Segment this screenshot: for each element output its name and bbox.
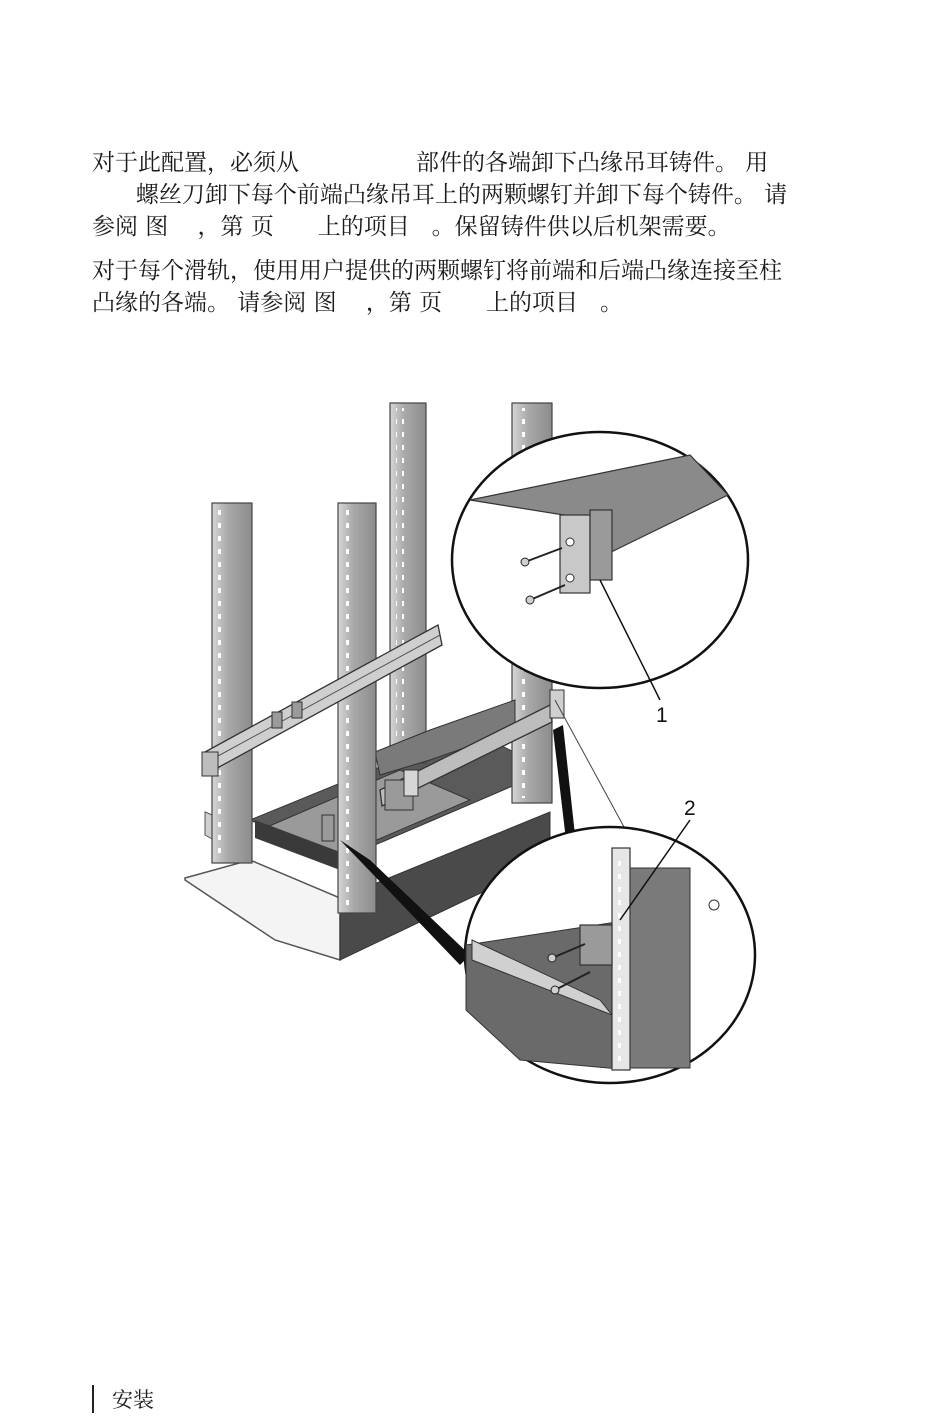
footer-section-title: 安装 bbox=[112, 1388, 154, 1412]
callout-label-1: 1 bbox=[656, 704, 668, 727]
rear-left-post bbox=[390, 403, 426, 763]
front-bracket bbox=[322, 815, 334, 841]
paragraph-1-line-3: 参阅 图 ，第 页 上的项目 。保留铸件供以后机架需要。 bbox=[92, 214, 731, 240]
upper-detail-magnifier bbox=[452, 432, 748, 700]
footer-divider bbox=[92, 1385, 94, 1413]
paragraph-2-line-2: 凸缘的各端。 请参阅 图 ，第 页 上的项目 。 bbox=[92, 290, 623, 316]
paragraph-1-line-1: 对于此配置，必须从 部件的各端卸下凸缘吊耳铸件。 用 bbox=[92, 150, 769, 176]
paragraph-2-line-1: 对于每个滑轨，使用用户提供的两颗螺钉将前端和后端凸缘连接至柱 bbox=[92, 258, 782, 284]
zoom-pointer-lower-right bbox=[553, 725, 575, 840]
front-left-post bbox=[212, 503, 252, 863]
callout-label-2: 2 bbox=[684, 797, 696, 820]
paragraph-1-line-2: 螺丝刀卸下每个前端凸缘吊耳上的两颗螺钉并卸下每个铸件。 请 bbox=[92, 182, 788, 208]
rack-rail-installation-illustration bbox=[180, 395, 770, 1085]
page-footer bbox=[92, 1384, 154, 1414]
